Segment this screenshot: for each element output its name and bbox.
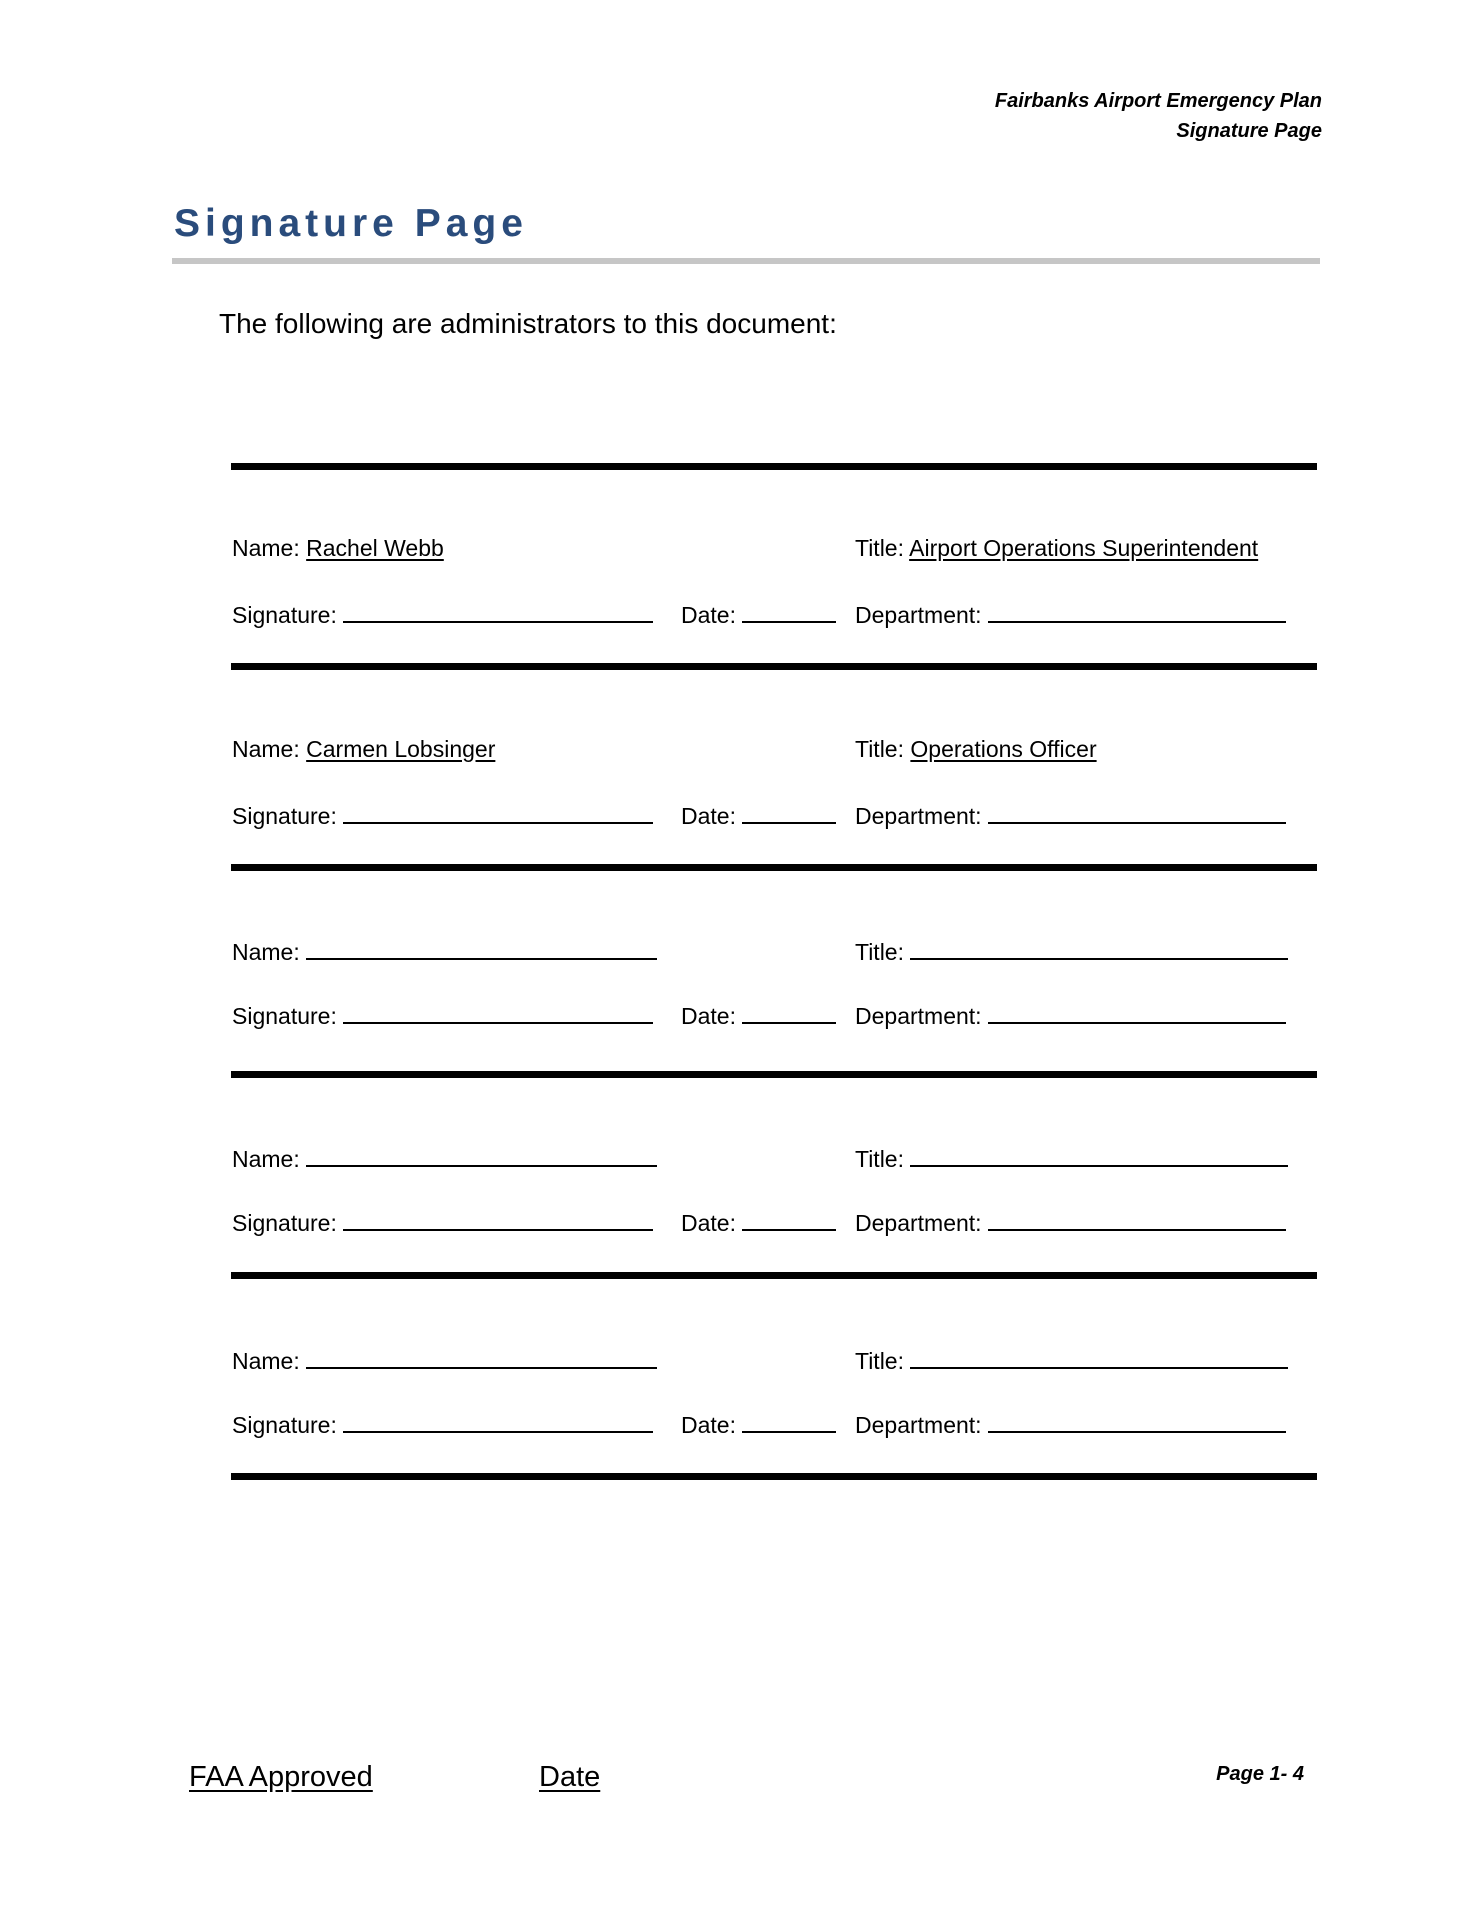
- title-value: Operations Officer: [910, 736, 1097, 762]
- title-field: [855, 1143, 1288, 1173]
- date-label: Date:: [681, 1003, 736, 1029]
- title-label: Title:: [855, 939, 904, 965]
- name-value: Carmen Lobsinger: [306, 736, 496, 762]
- page-number: Page 1- 4: [1216, 1763, 1304, 1785]
- date-blank[interactable]: [742, 1409, 836, 1433]
- name-label: Name:: [232, 939, 300, 965]
- department-field: [855, 800, 1286, 830]
- department-label: Department:: [855, 1003, 982, 1029]
- title-blank[interactable]: [910, 1143, 1288, 1167]
- signature-blank[interactable]: [343, 1409, 653, 1433]
- signature-blank[interactable]: [343, 1207, 653, 1231]
- department-blank[interactable]: [988, 800, 1286, 824]
- date-field: [681, 1409, 836, 1439]
- signature-blank[interactable]: [343, 1000, 653, 1024]
- title-field: [855, 736, 1097, 763]
- title-label: Title:: [855, 1348, 904, 1374]
- signature-field: [232, 599, 653, 629]
- department-field: [855, 1409, 1286, 1439]
- name-blank[interactable]: [306, 1345, 657, 1369]
- department-label: Department:: [855, 803, 982, 829]
- title-label: Title:: [855, 535, 904, 561]
- name-field: [232, 1143, 657, 1173]
- name-field: [232, 736, 495, 763]
- signature-blank[interactable]: [343, 599, 653, 623]
- title-blank[interactable]: [910, 936, 1288, 960]
- header-section: Signature Page: [1176, 120, 1322, 142]
- page-title: Signature Page: [174, 202, 528, 245]
- department-label: Department:: [855, 602, 982, 628]
- name-field: [232, 1345, 657, 1375]
- signature-label: Signature:: [232, 803, 337, 829]
- signature-label: Signature:: [232, 1412, 337, 1438]
- intro-text: The following are administrators to this document:: [219, 308, 837, 339]
- name-blank[interactable]: [306, 936, 657, 960]
- title-field: [855, 936, 1288, 966]
- department-field: [855, 599, 1286, 629]
- block-divider: [231, 864, 1317, 871]
- name-label: Name:: [232, 1348, 300, 1374]
- date-blank[interactable]: [742, 800, 836, 824]
- block-divider: [231, 1473, 1317, 1480]
- title-label: Title:: [855, 1146, 904, 1172]
- date-field: [681, 800, 836, 830]
- department-blank[interactable]: [988, 1000, 1286, 1024]
- date-label: Date:: [681, 1412, 736, 1438]
- date-label: Date:: [681, 1210, 736, 1236]
- department-blank[interactable]: [988, 1409, 1286, 1433]
- name-field: [232, 936, 657, 966]
- signature-label: Signature:: [232, 602, 337, 628]
- department-field: [855, 1207, 1286, 1237]
- date-label: Date:: [681, 602, 736, 628]
- name-blank[interactable]: [306, 1143, 657, 1167]
- date-field: [681, 599, 836, 629]
- department-blank[interactable]: [988, 599, 1286, 623]
- name-label: Name:: [232, 736, 300, 762]
- signature-label: Signature:: [232, 1210, 337, 1236]
- title-field: [855, 1345, 1288, 1375]
- footer-date-label: Date: [539, 1761, 601, 1793]
- title-value: Airport Operations Superintendent: [909, 535, 1259, 561]
- title-underline-rule: [172, 258, 1320, 264]
- title-blank[interactable]: [910, 1345, 1288, 1369]
- faa-approved-label: FAA Approved: [189, 1761, 373, 1793]
- date-blank[interactable]: [742, 1207, 836, 1231]
- signature-label: Signature:: [232, 1003, 337, 1029]
- name-value: Rachel Webb: [306, 535, 444, 561]
- date-field: [681, 1000, 836, 1030]
- signature-field: [232, 800, 653, 830]
- block-divider: [231, 1071, 1317, 1078]
- date-blank[interactable]: [742, 1000, 836, 1024]
- name-field: [232, 535, 444, 562]
- signature-blank[interactable]: [343, 800, 653, 824]
- department-field: [855, 1000, 1286, 1030]
- department-blank[interactable]: [988, 1207, 1286, 1231]
- block-divider: [231, 1272, 1317, 1279]
- title-field: [855, 535, 1258, 562]
- running-header: [995, 86, 1322, 146]
- date-blank[interactable]: [742, 599, 836, 623]
- block-divider: [231, 663, 1317, 670]
- department-label: Department:: [855, 1210, 982, 1236]
- name-label: Name:: [232, 535, 300, 561]
- block-divider: [231, 463, 1317, 470]
- title-label: Title:: [855, 736, 904, 762]
- signature-field: [232, 1409, 653, 1439]
- header-doc-title: Fairbanks Airport Emergency Plan: [994, 90, 1322, 112]
- signature-field: [232, 1000, 653, 1030]
- signature-field: [232, 1207, 653, 1237]
- name-label: Name:: [232, 1146, 300, 1172]
- date-field: [681, 1207, 836, 1237]
- department-label: Department:: [855, 1412, 982, 1438]
- date-label: Date:: [681, 803, 736, 829]
